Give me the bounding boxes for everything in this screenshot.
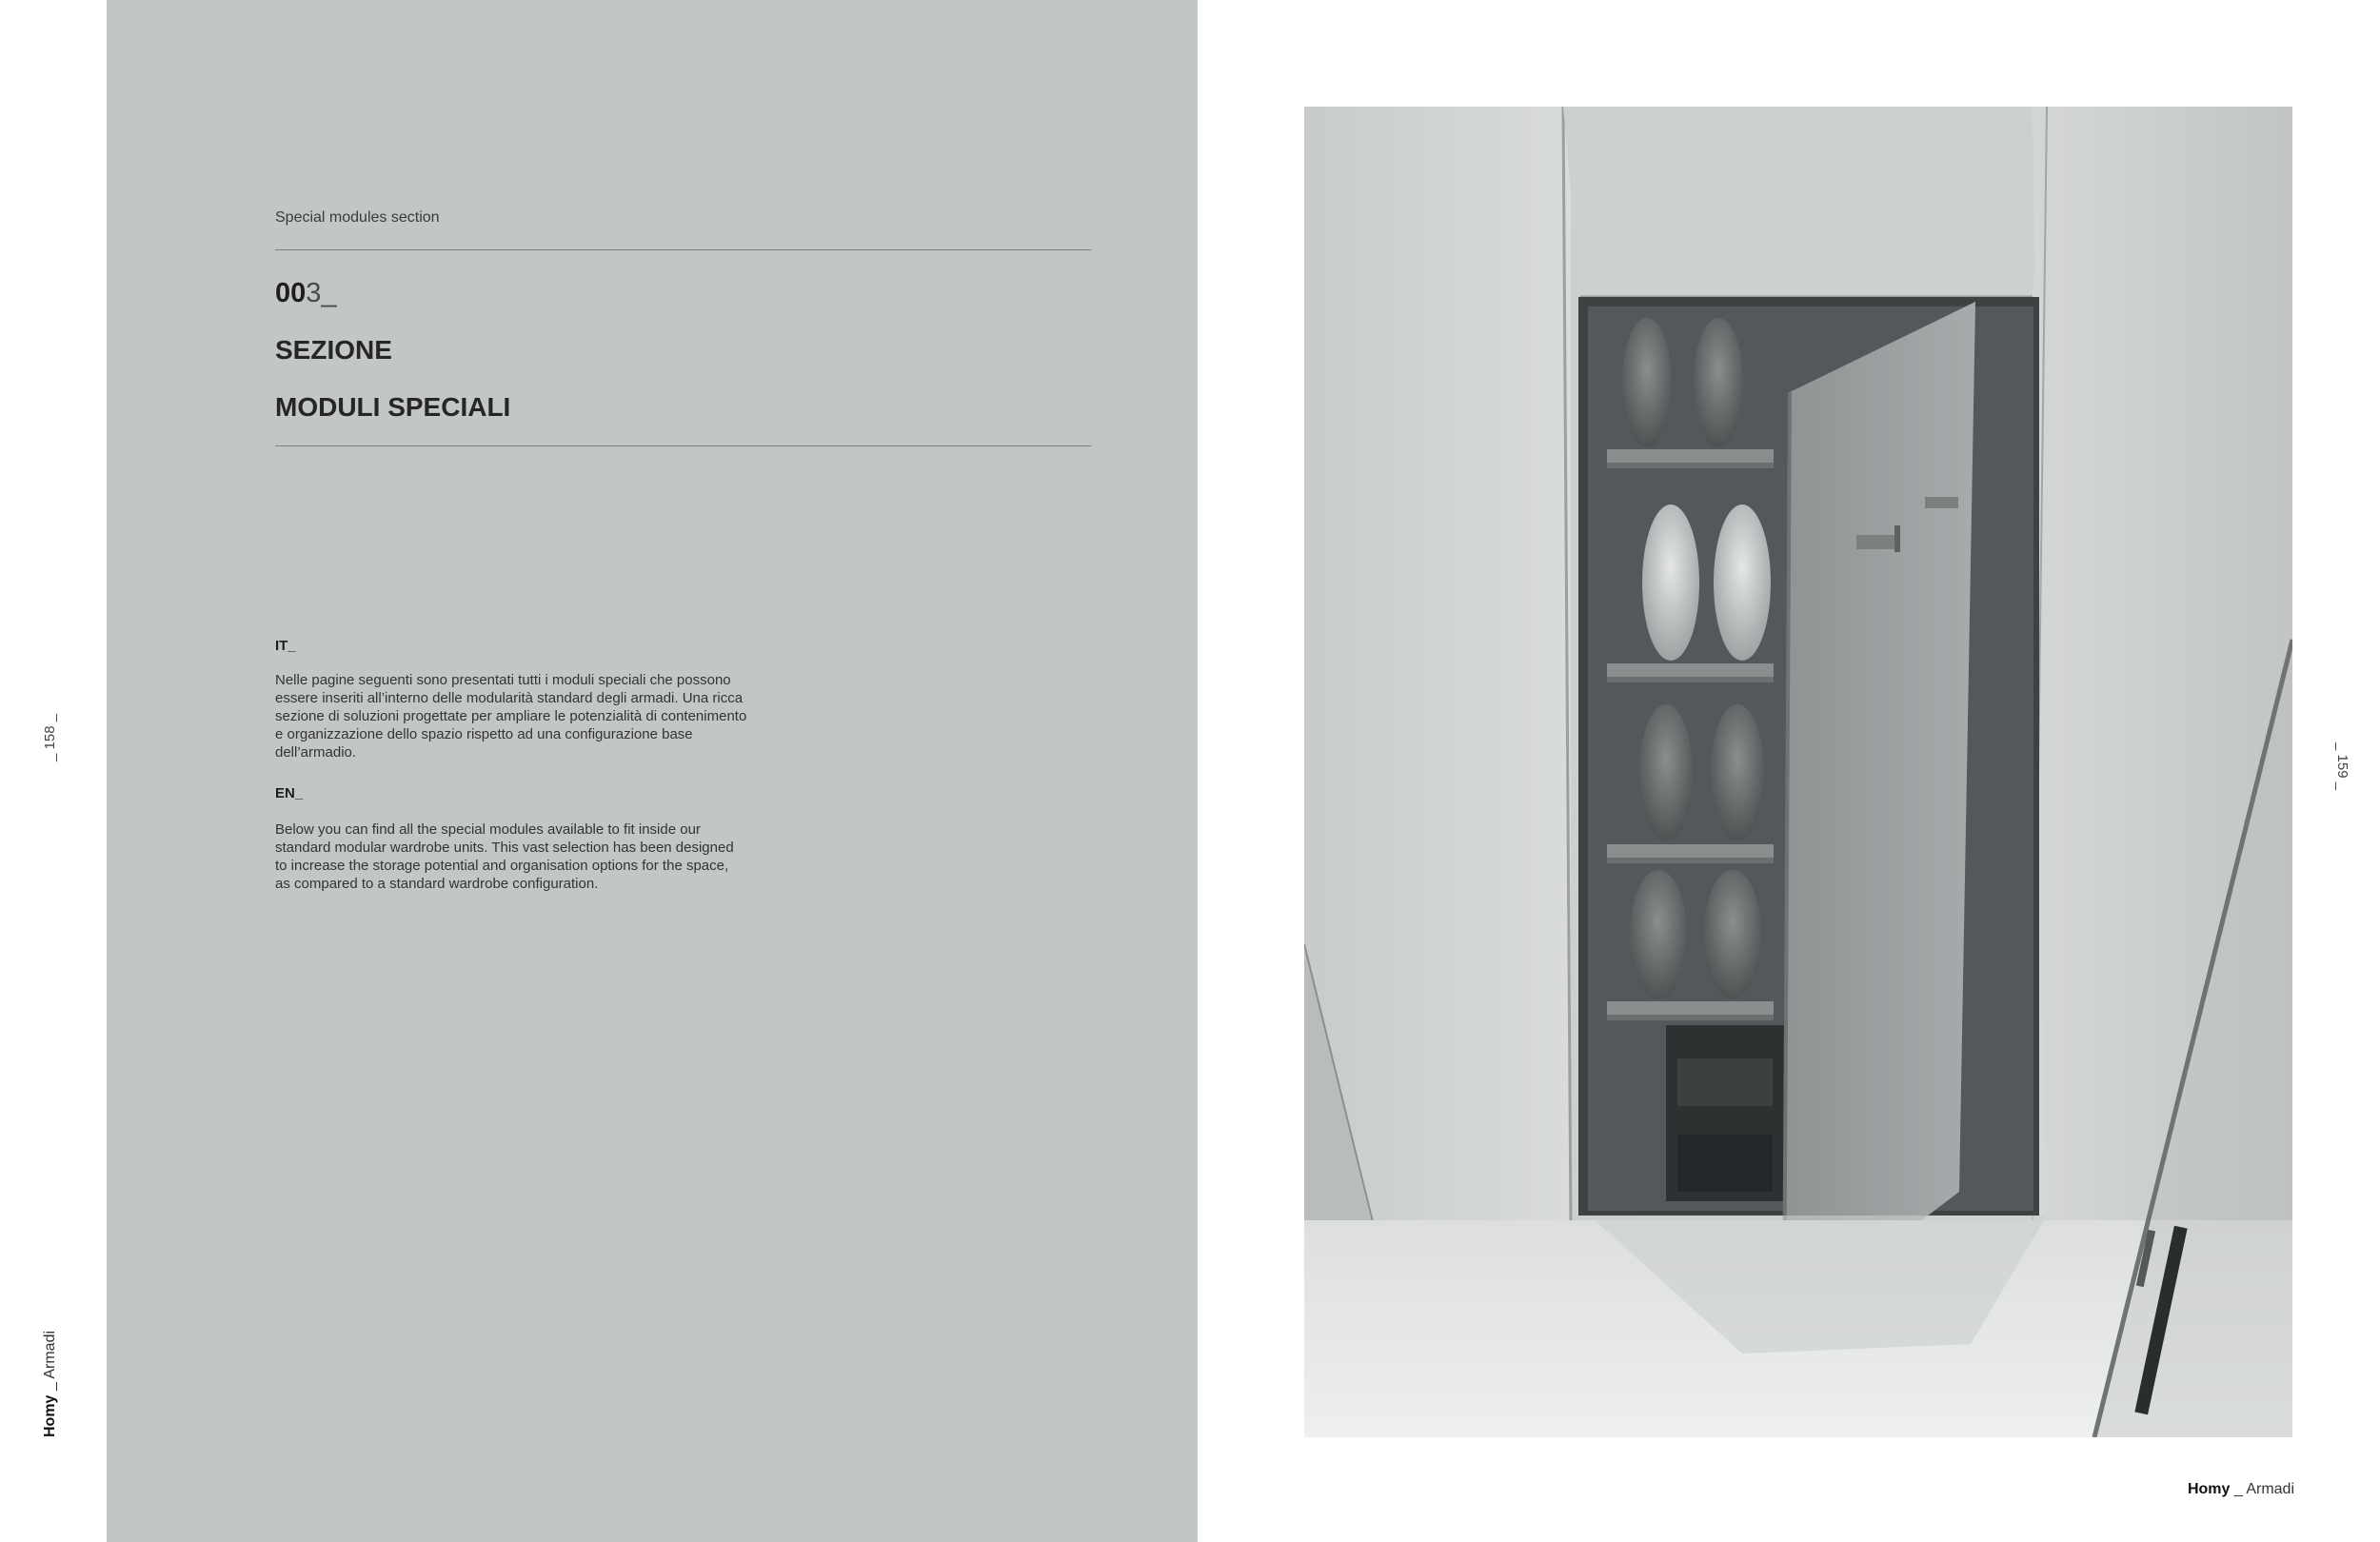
footer-separator-right: _ xyxy=(2230,1481,2247,1497)
section-title-line-2: MODULI SPECIALI xyxy=(275,392,511,422)
section-title-line-1: SEZIONE xyxy=(275,335,392,365)
italian-description: Nelle pagine seguenti sono presentati tutti i moduli speciali che possono essere inseriti all’interno delle modularità standard degli armadi. Una ricca sezione di soluzioni progettate per ampliare le potenzialità di contenimento e organizzazione dello spazio rispetto ad una configurazione base dell’armadio. xyxy=(275,672,747,761)
footer-separator-left: _ xyxy=(42,1378,58,1395)
bottom-divider xyxy=(275,445,1091,446)
section-number xyxy=(275,278,337,309)
wardrobe-shoe-module-photo xyxy=(1304,107,2292,1437)
right-page-number: _ 159 _ xyxy=(2334,742,2350,791)
left-page-number: _ 158 _ xyxy=(42,713,58,761)
italian-tag: IT_ xyxy=(275,638,296,654)
english-tag: EN_ xyxy=(275,785,304,801)
english-description: Below you can find all the special modules available to fit inside our standard modular wardrobe units. This vast selection has been designed to increase the storage potential and organisation options for the space, as compared to a standard wardrobe configuration. xyxy=(275,821,734,892)
footer-brand-right: Homy xyxy=(2187,1481,2231,1497)
left-footer xyxy=(42,1331,59,1437)
section-number-bold: 00 xyxy=(275,278,307,308)
footer-category-left: Armadi xyxy=(42,1330,58,1379)
section-number-light: 3_ xyxy=(306,278,337,308)
footer-brand-left: Homy xyxy=(42,1394,58,1437)
section-label: Special modules section xyxy=(275,209,440,226)
top-divider xyxy=(275,249,1091,250)
footer-category-right: Armadi xyxy=(2246,1481,2294,1497)
left-page-panel xyxy=(107,0,1198,1542)
right-footer xyxy=(2188,1481,2294,1498)
